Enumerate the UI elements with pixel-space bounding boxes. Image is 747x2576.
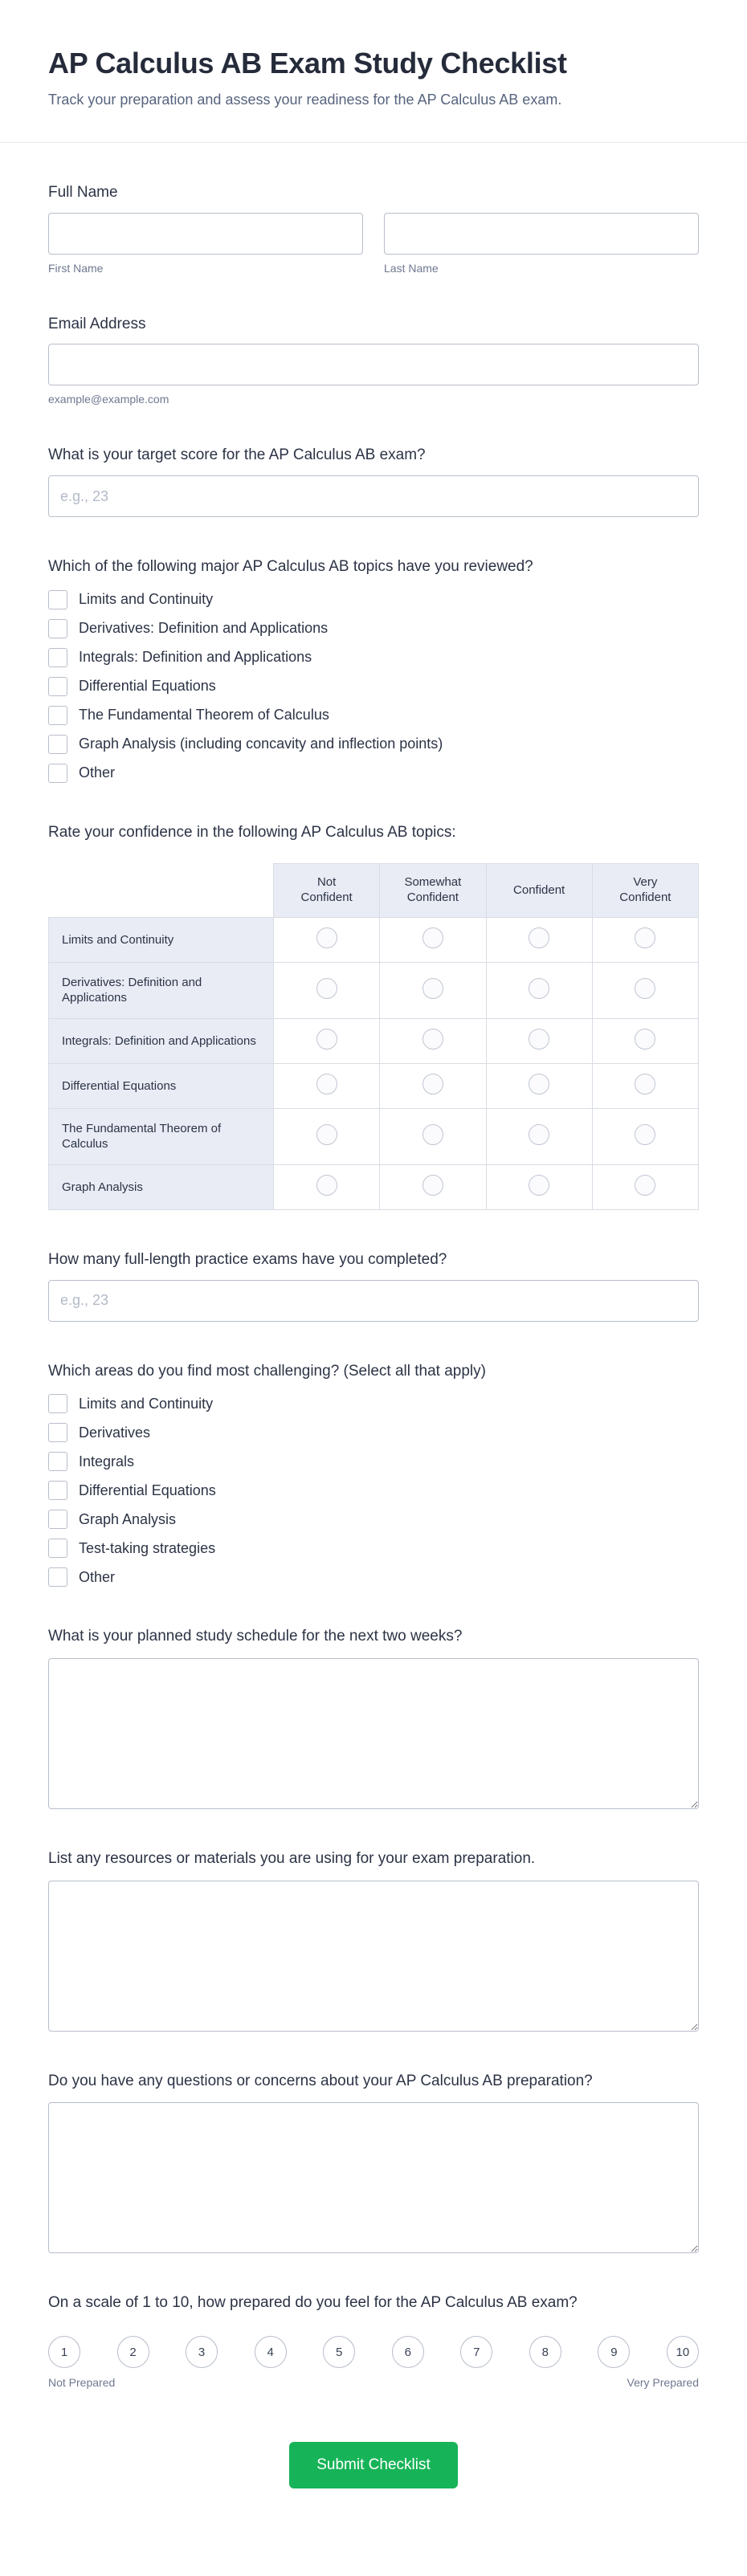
radio-button-icon[interactable] xyxy=(529,927,549,948)
checkbox-icon[interactable] xyxy=(48,1510,67,1529)
checkbox-option-label: Limits and Continuity xyxy=(79,591,214,608)
challenging-areas-group xyxy=(48,1394,699,1587)
target-score-input[interactable] xyxy=(48,475,699,517)
scale-option[interactable]: 9 xyxy=(598,2336,630,2368)
radio-button-icon[interactable] xyxy=(316,1124,337,1145)
header-divider xyxy=(0,142,747,143)
matrix-cell[interactable] xyxy=(592,962,698,1018)
matrix-column-header: Confident xyxy=(486,864,592,918)
scale-option[interactable]: 7 xyxy=(460,2336,492,2368)
practice-exams-label: How many full-length practice exams have you completed? xyxy=(48,1250,447,1268)
matrix-cell[interactable] xyxy=(274,1063,380,1108)
email-input[interactable] xyxy=(48,344,699,385)
matrix-row-label: Derivatives: Definition and Applications xyxy=(49,962,274,1018)
field-full-name xyxy=(48,183,699,275)
radio-button-icon[interactable] xyxy=(316,927,337,948)
matrix-cell[interactable] xyxy=(486,962,592,1018)
matrix-cell[interactable] xyxy=(486,1108,592,1164)
matrix-row xyxy=(49,1018,699,1063)
scale-option[interactable]: 5 xyxy=(323,2336,355,2368)
matrix-body xyxy=(49,917,699,1209)
radio-button-icon[interactable] xyxy=(422,1124,443,1145)
matrix-head-row xyxy=(49,864,699,918)
radio-button-icon[interactable] xyxy=(316,1074,337,1094)
radio-button-icon[interactable] xyxy=(529,1175,549,1196)
field-email xyxy=(48,315,699,406)
matrix-cell[interactable] xyxy=(486,1164,592,1209)
scale-option[interactable]: 10 xyxy=(667,2336,699,2368)
checkbox-option[interactable] xyxy=(48,1510,699,1529)
topics-reviewed-label: Which of the following major AP Calculus AB topics have you reviewed? xyxy=(48,558,533,576)
matrix-cell[interactable] xyxy=(592,1018,698,1063)
scale-option[interactable]: 2 xyxy=(117,2336,149,2368)
matrix-row xyxy=(49,962,699,1018)
checkbox-option[interactable] xyxy=(48,590,699,609)
scale-option[interactable]: 3 xyxy=(186,2336,218,2368)
checkbox-option[interactable] xyxy=(48,1539,699,1558)
field-resources xyxy=(48,1849,699,2032)
checkbox-option-label: Derivatives: Definition and Applications xyxy=(79,620,329,637)
checkbox-option-label: Limits and Continuity xyxy=(79,1395,214,1412)
resources-label: List any resources or materials you are using for your exam preparation. xyxy=(48,1850,536,1867)
questions-concerns-textarea[interactable] xyxy=(48,2102,699,2253)
checkbox-option[interactable] xyxy=(48,1452,699,1471)
field-preparedness-scale xyxy=(48,2293,699,2389)
checkbox-option[interactable] xyxy=(48,764,699,783)
last-name-sublabel: Last Name xyxy=(384,261,439,275)
field-study-schedule xyxy=(48,1627,699,1809)
email-sublabel: example@example.com xyxy=(48,393,169,406)
checkbox-option[interactable] xyxy=(48,735,699,754)
field-practice-exams xyxy=(48,1250,699,1322)
matrix-cell[interactable] xyxy=(380,1063,486,1108)
first-name-input[interactable] xyxy=(48,213,363,255)
checkbox-icon[interactable] xyxy=(48,1452,67,1471)
checkbox-icon[interactable] xyxy=(48,1539,67,1558)
checkbox-option-label: Derivatives xyxy=(79,1424,151,1441)
matrix-row-label: Graph Analysis xyxy=(49,1164,274,1209)
checkbox-option[interactable] xyxy=(48,677,699,696)
challenging-areas-label: Which areas do you find most challenging? (Select all that apply) xyxy=(48,1362,486,1380)
form-subtitle: Track your preparation and assess your readiness for the AP Calculus AB exam. xyxy=(48,92,562,108)
matrix-row-label: Differential Equations xyxy=(49,1063,274,1108)
checkbox-icon[interactable] xyxy=(48,619,67,638)
matrix-cell[interactable] xyxy=(380,1164,486,1209)
scale-option[interactable]: 4 xyxy=(255,2336,287,2368)
matrix-cell[interactable] xyxy=(380,1108,486,1164)
matrix-cell[interactable] xyxy=(380,962,486,1018)
checkbox-icon[interactable] xyxy=(48,1423,67,1442)
matrix-cell[interactable] xyxy=(274,917,380,962)
checkbox-icon[interactable] xyxy=(48,764,67,783)
matrix-cell[interactable] xyxy=(274,1108,380,1164)
matrix-column-header: Somewhat Confident xyxy=(380,864,486,918)
checkbox-option-label: Graph Analysis (including concavity and inflection points) xyxy=(79,736,443,752)
matrix-column-header: Not Confident xyxy=(274,864,380,918)
topics-reviewed-group xyxy=(48,590,699,783)
checkbox-option-label: Graph Analysis xyxy=(79,1510,177,1527)
radio-button-icon[interactable] xyxy=(422,1074,443,1094)
matrix-cell[interactable] xyxy=(274,1164,380,1209)
field-challenging-areas xyxy=(48,1362,699,1588)
matrix-row xyxy=(49,1164,699,1209)
last-name-column xyxy=(384,213,699,275)
checkbox-option[interactable] xyxy=(48,706,699,725)
radio-button-icon[interactable] xyxy=(422,978,443,999)
confidence-matrix-table xyxy=(48,863,699,1210)
questions-concerns-label: Do you have any questions or concerns about your AP Calculus AB preparation? xyxy=(48,2072,593,2089)
first-name-sublabel: First Name xyxy=(48,261,104,275)
first-name-column xyxy=(48,213,363,275)
checkbox-option[interactable] xyxy=(48,1423,699,1442)
checkbox-icon[interactable] xyxy=(48,590,67,609)
radio-button-icon[interactable] xyxy=(635,1175,655,1196)
matrix-cell[interactable] xyxy=(274,1018,380,1063)
matrix-row xyxy=(49,1108,699,1164)
radio-button-icon[interactable] xyxy=(635,1124,655,1145)
preparedness-scale-label: On a scale of 1 to 10, how prepared do you feel for the AP Calculus AB exam? xyxy=(48,2294,578,2312)
matrix-cell[interactable] xyxy=(592,1164,698,1209)
matrix-cell[interactable] xyxy=(380,1018,486,1063)
checkbox-option[interactable] xyxy=(48,1394,699,1413)
matrix-row-label: The Fundamental Theorem of Calculus xyxy=(49,1108,274,1164)
study-schedule-label: What is your planned study schedule for the next two weeks? xyxy=(48,1628,463,1645)
scale-labels xyxy=(48,2376,699,2389)
checkbox-icon[interactable] xyxy=(48,735,67,754)
checkbox-icon[interactable] xyxy=(48,706,67,725)
matrix-corner-cell xyxy=(49,864,274,918)
scale-min-label: Not Prepared xyxy=(48,2376,116,2390)
matrix-cell[interactable] xyxy=(592,1063,698,1108)
checkbox-option-label: Integrals xyxy=(79,1453,135,1469)
checkbox-option-label: The Fundamental Theorem of Calculus xyxy=(79,707,329,723)
radio-button-icon[interactable] xyxy=(529,978,549,999)
radio-button-icon[interactable] xyxy=(316,1175,337,1196)
matrix-row xyxy=(49,1063,699,1108)
radio-button-icon[interactable] xyxy=(635,978,655,999)
radio-button-icon[interactable] xyxy=(529,1074,549,1094)
matrix-row-label: Limits and Continuity xyxy=(49,917,274,962)
full-name-label: Full Name xyxy=(48,184,118,201)
checkbox-option-label: Differential Equations xyxy=(79,1482,216,1498)
full-name-row xyxy=(48,213,699,275)
checkbox-option[interactable] xyxy=(48,619,699,638)
checkbox-option[interactable] xyxy=(48,648,699,667)
scale-option[interactable]: 6 xyxy=(392,2336,424,2368)
matrix-row xyxy=(49,917,699,962)
checkbox-icon[interactable] xyxy=(48,648,67,667)
matrix-row-label: Integrals: Definition and Applications xyxy=(49,1018,274,1063)
submit-button[interactable]: Submit Checklist xyxy=(289,2442,458,2488)
matrix-cell[interactable] xyxy=(380,917,486,962)
form-title: AP Calculus AB Exam Study Checklist xyxy=(48,47,567,79)
field-confidence-matrix xyxy=(48,823,699,1210)
field-target-score xyxy=(48,446,699,517)
scale-option[interactable]: 8 xyxy=(529,2336,561,2368)
study-schedule-textarea[interactable] xyxy=(48,1658,699,1809)
submit-row xyxy=(48,2442,699,2488)
matrix-cell[interactable] xyxy=(486,1063,592,1108)
radio-button-icon[interactable] xyxy=(316,978,337,999)
checkbox-icon[interactable] xyxy=(48,677,67,696)
radio-button-icon[interactable] xyxy=(422,1175,443,1196)
scale-max-label: Very Prepared xyxy=(627,2376,699,2390)
radio-button-icon[interactable] xyxy=(635,1074,655,1094)
checkbox-option[interactable] xyxy=(48,1481,699,1500)
radio-button-icon[interactable] xyxy=(422,1029,443,1050)
matrix-cell[interactable] xyxy=(592,917,698,962)
checkbox-icon[interactable] xyxy=(48,1394,67,1413)
resources-textarea[interactable] xyxy=(48,1881,699,2032)
checkbox-option-label: Differential Equations xyxy=(79,678,216,695)
checkbox-option-label: Integrals: Definition and Applications xyxy=(79,649,312,666)
radio-button-icon[interactable] xyxy=(422,927,443,948)
radio-button-icon[interactable] xyxy=(529,1029,549,1050)
scale-row xyxy=(48,2336,699,2368)
matrix-column-header: Very Confident xyxy=(592,864,698,918)
checkbox-option-label: Test-taking strategies xyxy=(79,1539,216,1556)
matrix-cell[interactable] xyxy=(486,917,592,962)
radio-button-icon[interactable] xyxy=(635,1029,655,1050)
checkbox-icon[interactable] xyxy=(48,1481,67,1500)
checkbox-icon[interactable] xyxy=(48,1567,67,1587)
field-topics-reviewed xyxy=(48,557,699,783)
target-score-label: What is your target score for the AP Calculus AB exam? xyxy=(48,446,426,464)
scale-option[interactable]: 1 xyxy=(48,2336,80,2368)
radio-button-icon[interactable] xyxy=(635,927,655,948)
checkbox-option-label: Other xyxy=(79,764,116,781)
email-label: Email Address xyxy=(48,315,146,332)
checkbox-option[interactable] xyxy=(48,1567,699,1587)
checkbox-option-label: Other xyxy=(79,1568,116,1585)
matrix-cell[interactable] xyxy=(592,1108,698,1164)
radio-button-icon[interactable] xyxy=(529,1124,549,1145)
confidence-matrix-label: Rate your confidence in the following AP Calculus AB topics: xyxy=(48,823,456,841)
field-questions-concerns xyxy=(48,2072,699,2254)
last-name-input[interactable] xyxy=(384,213,699,255)
matrix-cell[interactable] xyxy=(486,1018,592,1063)
matrix-cell[interactable] xyxy=(274,962,380,1018)
practice-exams-input[interactable] xyxy=(48,1280,699,1322)
radio-button-icon[interactable] xyxy=(316,1029,337,1050)
